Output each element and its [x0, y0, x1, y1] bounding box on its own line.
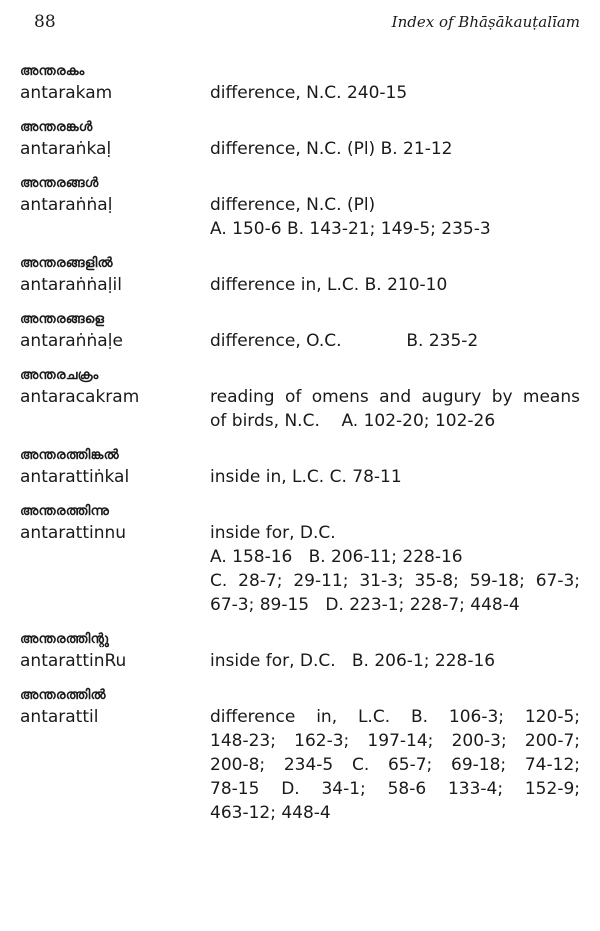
index-entry — [20, 174, 580, 241]
running-title: Index of Bhāṣākauṭalīam — [391, 13, 580, 31]
definition — [210, 329, 580, 353]
index-entry — [20, 446, 580, 489]
transliterated-headword: antarakam — [20, 83, 113, 103]
malayalam-word: അന്തരങ്കൾ — [20, 119, 93, 135]
index-entry — [20, 310, 580, 353]
index-entry — [20, 62, 580, 105]
definition — [210, 193, 580, 241]
definition-line: 148-23; 162-3; 197-14; 200-3; 200-7; — [210, 731, 580, 751]
malayalam-word: അന്തരത്തിൽ — [20, 687, 106, 703]
definition — [210, 705, 580, 825]
definition-line: 200-8; 234-5 C. 65-7; 69-18; 74-12; — [210, 755, 580, 775]
index-entry — [20, 118, 580, 161]
definition-line: difference in, L.C. B. 106-3; 120-5; — [210, 707, 580, 727]
definition-line: reading of omens and augury by means — [210, 387, 580, 407]
index-entry — [20, 630, 580, 673]
malayalam-word: അന്തരത്തിന്റു — [20, 631, 110, 647]
transliterated-headword: antaracakram — [20, 387, 140, 407]
definition — [210, 465, 580, 489]
definition-line: 463-12; 448-4 — [210, 803, 331, 823]
transliterated-headword: antarattil — [20, 707, 99, 727]
index-entry — [20, 502, 580, 617]
definition-line: of birds, N.C. A. 102-20; 102-26 — [210, 411, 496, 431]
malayalam-word: അന്തരചക്രം — [20, 367, 99, 383]
transliterated-headword: antaraṅkaḷ — [20, 139, 112, 159]
malayalam-word: അന്തരത്തിന്നു — [20, 503, 110, 519]
transliterated-headword: antarattiṅkal — [20, 467, 130, 487]
definition — [210, 137, 580, 161]
definition-line: 78-15 D. 34-1; 58-6 133-4; 152-9; — [210, 779, 580, 799]
definition-line: difference in, L.C. B. 210-10 — [210, 275, 448, 295]
definition-line: 67-3; 89-15 D. 223-1; 228-7; 448-4 — [210, 595, 520, 615]
definition — [210, 649, 580, 673]
definition — [210, 81, 580, 105]
definition-line: difference, N.C. (Pl) B. 21-12 — [210, 139, 453, 159]
malayalam-word: അന്തരകം — [20, 63, 85, 79]
definition-line: inside in, L.C. C. 78-11 — [210, 467, 402, 487]
index-entry — [20, 366, 580, 433]
malayalam-word: അന്തരങ്ങളെ — [20, 311, 105, 327]
transliterated-headword: antaraṅṅaḷil — [20, 275, 122, 295]
definition-line: inside for, D.C. — [210, 523, 336, 543]
malayalam-word: അന്തരത്തിങ്കൽ — [20, 447, 119, 463]
transliterated-headword: antarattinnu — [20, 523, 127, 543]
definition-line: C. 28-7; 29-11; 31-3; 35-8; 59-18; 67-3; — [210, 571, 580, 591]
malayalam-word: അന്തരങ്ങൾ — [20, 175, 99, 191]
definition-line: difference, N.C. (Pl) — [210, 195, 376, 215]
transliterated-headword: antaraṅṅaḷe — [20, 331, 123, 351]
index-entry — [20, 686, 580, 825]
malayalam-word: അന്തരങ്ങളിൽ — [20, 255, 113, 271]
transliterated-headword: antaraṅṅaḷ — [20, 195, 113, 215]
definition-line: difference, O.C. B. 235-2 — [210, 331, 479, 351]
transliterated-headword: antarattinRu — [20, 651, 127, 671]
page-header — [34, 12, 580, 40]
definition — [210, 273, 580, 297]
page-number: 88 — [34, 12, 56, 32]
definition — [210, 521, 580, 617]
definition-line: inside for, D.C. B. 206-1; 228-16 — [210, 651, 496, 671]
index-entry — [20, 254, 580, 297]
definition-line: A. 150-6 B. 143-21; 149-5; 235-3 — [210, 219, 491, 239]
index-entries — [20, 62, 580, 838]
definition-line: difference, N.C. 240-15 — [210, 83, 408, 103]
definition — [210, 385, 580, 433]
definition-line: A. 158-16 B. 206-11; 228-16 — [210, 547, 463, 567]
